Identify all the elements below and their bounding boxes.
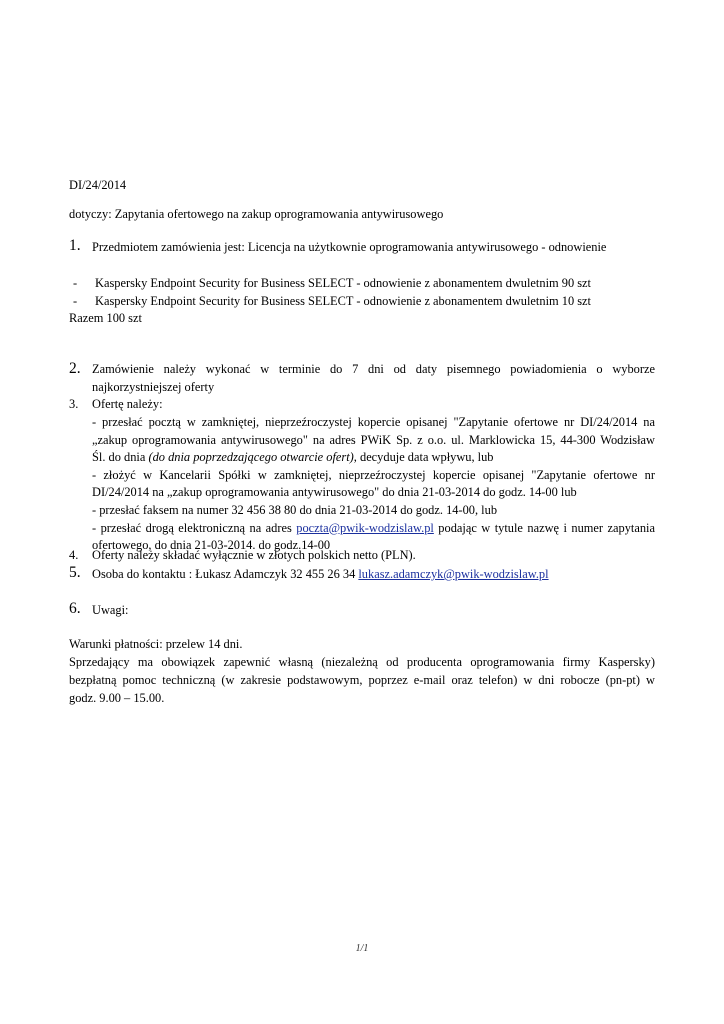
payment-terms: Warunki płatności: przelew 14 dni. [69,637,243,651]
item-3-line-7 [92,520,655,538]
page-number: 1/1 [355,943,369,954]
item-1-text: Przedmiotem zamówienia jest: Licencja na użytkownie oprogramowania antywirusowego - odnowienie [92,240,607,254]
item-3-line-1: - przesłać pocztą w zamkniętej, nieprzeźroczystej kopercie opisanej "Zapytanie ofertowe nr DI/24/2014 na [92,415,655,429]
contact-email-link[interactable]: lukasz.adamczyk@pwik-wodzislaw.pl [358,567,549,581]
item-2-line-1: Zamówienie należy wykonać w terminie do 7 dni od daty pisemnego powiadomienia o wyborze [92,362,655,376]
item-4-text: Oferty należy składać wyłącznie w złotych polskich netto (PLN). [92,548,416,562]
item-3-body [92,414,655,555]
item-2-text [92,361,655,396]
product-1-text: Kaspersky Endpoint Security for Business SELECT - odnowienie z abonamentem dwuletnim 90 szt [95,276,592,290]
item-5-number: 5. [69,564,81,581]
item-6-text: Uwagi: [92,603,129,617]
item-5-text [92,566,549,583]
item-3-line-4: - złożyć w Kancelarii Spółki w zamkniętej, nieprzeźroczystej kopercie opisanej "Zapytanie ofertowe nr [92,467,655,482]
item-2-line-2: najkorzystniejszej oferty [92,379,215,394]
reference-number: DI/24/2014 [69,178,127,192]
item-3-line-7-end: podając w tytule nazwę i numer zapytania [433,520,655,535]
product-2-dash: - [73,294,78,308]
warranty-line-3: godz. 9.00 – 15.00. [69,691,165,705]
item-3-line-3-italic: (do dnia poprzedzającego otwarcie ofert) [148,450,354,465]
item-3-line-5: DI/24/2014 na „zakup oprogramowania antywirusowego" do dnia 21-03-2014 do godz. 14-00 lub [92,485,577,500]
product-1-dash: - [73,276,78,290]
warranty-line-1: Sprzedający ma obowiązek zapewnić własną (niezależną od producenta oprogramowania firmy Kaspersky) [69,655,655,669]
item-4-number: 4. [69,548,79,562]
item-3-line-6: - przesłać faksem na numer 32 456 38 80 do dnia 21-03-2014 do godz. 14-00, lub [92,502,498,517]
item-3-line-3-end: , decyduje data wpływu, lub [353,450,494,465]
item-3-line-3 [92,449,655,467]
warranty-paragraph [69,653,655,707]
office-email-link[interactable]: poczta@pwik-wodzislaw.pl [296,520,434,535]
item-3-line-7-start: - przesłać drogą elektroniczną na adres [92,520,297,535]
product-2-text: Kaspersky Endpoint Security for Business SELECT - odnowienie z abonamentem dwuletnim 10 szt [95,294,592,308]
total-quantity: Razem 100 szt [69,311,142,325]
item-6-number: 6. [69,600,81,617]
subject-line: dotyczy: Zapytania ofertowego na zakup oprogramowania antywirusowego [69,207,444,221]
item-3-heading: Ofertę należy: [92,397,163,411]
item-3-line-3-start: Śl. do dnia [92,450,149,465]
contact-person: Osoba do kontaktu : Łukasz Adamczyk 32 455 26 34 [92,567,359,581]
warranty-line-2: bezpłatną pomoc techniczną (w zakresie podstawowym, poprzez e-mail oraz telefon) w dni robocze (pn-pt) w [69,673,655,687]
item-3-number: 3. [69,397,79,411]
item-1-number: 1. [69,237,81,254]
item-3-line-2: „zakup oprogramowania antywirusowego" na adres PWiK Sp. z o.o. ul. Marklowicka 15, 44-300 Wodzisław [92,432,655,447]
item-3-line-8: ofertowego, do dnia 21-03-2014. do godz.14-00 [92,538,331,553]
item-2-number: 2. [69,360,81,377]
